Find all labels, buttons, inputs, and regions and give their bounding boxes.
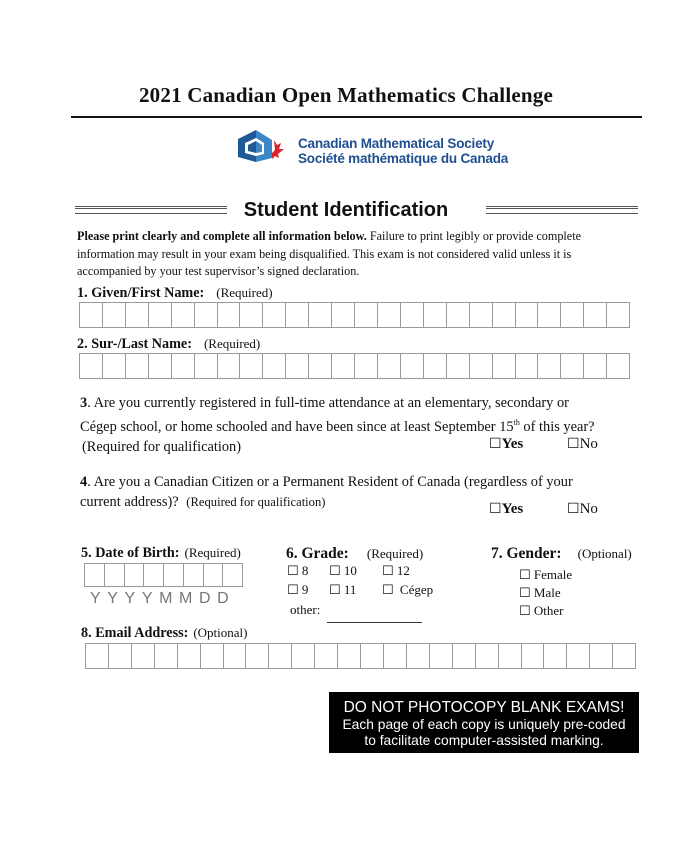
character-box[interactable]	[430, 644, 453, 668]
grade-option-11[interactable]: ☐ 11	[329, 582, 357, 598]
character-box[interactable]	[378, 303, 401, 327]
last-name-field[interactable]	[79, 353, 630, 379]
character-box[interactable]	[453, 644, 476, 668]
dob-label: 5. Date of Birth: (Required)	[81, 545, 241, 561]
email-field[interactable]	[85, 643, 636, 669]
grade-12-checkbox[interactable]: ☐	[382, 564, 394, 579]
character-box[interactable]	[164, 564, 184, 586]
character-box[interactable]	[309, 354, 332, 378]
character-box[interactable]	[103, 354, 126, 378]
character-box[interactable]	[195, 354, 218, 378]
character-box[interactable]	[144, 564, 164, 586]
gender-male-checkbox[interactable]: ☐	[519, 586, 531, 601]
grade-other-label: other:	[290, 602, 321, 617]
character-box[interactable]	[493, 303, 516, 327]
character-box[interactable]	[470, 354, 493, 378]
character-box[interactable]	[407, 644, 430, 668]
grade-10-checkbox[interactable]: ☐	[329, 564, 341, 579]
character-box[interactable]	[103, 303, 126, 327]
character-box[interactable]	[246, 644, 269, 668]
character-box[interactable]	[447, 303, 470, 327]
section-heading: Student Identification	[243, 199, 449, 221]
character-box[interactable]	[538, 303, 561, 327]
character-box[interactable]	[538, 354, 561, 378]
character-box[interactable]	[584, 303, 607, 327]
grade-option-10[interactable]: ☐ 10	[329, 563, 357, 579]
character-box[interactable]	[424, 303, 447, 327]
gender-option-male[interactable]: ☐ Male	[519, 585, 561, 601]
character-box[interactable]	[384, 644, 407, 668]
cms-logo-icon	[234, 126, 286, 170]
character-box[interactable]	[401, 303, 424, 327]
first-name-required: (Required)	[216, 285, 273, 300]
dob-format-hint: YYYYMMDD	[90, 590, 236, 607]
character-box[interactable]	[567, 644, 590, 668]
character-box[interactable]	[493, 354, 516, 378]
character-box[interactable]	[424, 354, 447, 378]
character-box[interactable]	[132, 644, 155, 668]
grade-label: 6. Grade: (Required)	[286, 545, 424, 562]
character-box[interactable]	[516, 303, 539, 327]
grade-11-checkbox[interactable]: ☐	[329, 583, 341, 598]
email-label: 8. Email Address: (Optional)	[81, 625, 248, 641]
character-box[interactable]	[607, 354, 629, 378]
grade-option-9[interactable]: ☐ 9	[287, 582, 309, 598]
gender-option-other[interactable]: ☐ Other	[519, 603, 564, 619]
character-box[interactable]	[292, 644, 315, 668]
character-box[interactable]	[561, 303, 584, 327]
first-name-field[interactable]	[79, 302, 630, 328]
gender-other-checkbox[interactable]: ☐	[519, 604, 531, 619]
character-box[interactable]	[109, 644, 132, 668]
character-box[interactable]	[86, 644, 109, 668]
character-box[interactable]	[125, 564, 145, 586]
grade-required: (Required)	[366, 546, 424, 561]
grade-option-cegep[interactable]: ☐ Cégep	[382, 582, 434, 598]
character-box[interactable]	[80, 303, 103, 327]
q4-yes-option[interactable]: ☐Yes	[489, 501, 524, 517]
first-name-label: 1. Given/First Name: (Required)	[77, 285, 273, 301]
character-box[interactable]	[561, 354, 584, 378]
character-box[interactable]	[126, 303, 149, 327]
character-box[interactable]	[516, 354, 539, 378]
character-box[interactable]	[613, 644, 635, 668]
q3-yes-option[interactable]: ☐Yes	[489, 436, 524, 452]
instructions-text: Failure to print legibly or provide complete information may result in your exam being disqualified. This exam is not considered valid unless it is accompanied by your test supervisor’s signed declaration.	[77, 229, 582, 278]
q3-yes-checkbox[interactable]: ☐	[489, 436, 502, 452]
character-box[interactable]	[149, 303, 172, 327]
email-optional: (Optional)	[193, 625, 248, 640]
character-box[interactable]	[361, 644, 384, 668]
dob-field[interactable]	[84, 563, 243, 587]
character-box[interactable]	[85, 564, 105, 586]
character-box[interactable]	[155, 644, 178, 668]
character-box[interactable]	[223, 564, 242, 586]
character-box[interactable]	[178, 644, 201, 668]
character-box[interactable]	[172, 354, 195, 378]
character-box[interactable]	[309, 303, 332, 327]
grade-other-field[interactable]	[327, 622, 422, 623]
question-4-note: (Required for qualification)	[186, 495, 326, 509]
last-name-required: (Required)	[203, 336, 261, 351]
cms-logo-text	[298, 137, 508, 166]
notice-line-2: Each page of each copy is uniquely pre-coded	[342, 717, 626, 732]
character-box[interactable]	[286, 303, 309, 327]
instructions-bold: Please print clearly and complete all information below.	[77, 229, 367, 243]
character-box[interactable]	[401, 354, 424, 378]
character-box[interactable]	[240, 354, 263, 378]
logo-line-english: Canadian Mathematical Society	[298, 136, 495, 151]
character-box[interactable]	[607, 303, 629, 327]
character-box[interactable]	[263, 303, 286, 327]
character-box[interactable]	[470, 303, 493, 327]
q4-no-checkbox[interactable]: ☐	[567, 501, 580, 517]
character-box[interactable]	[269, 644, 292, 668]
character-box[interactable]	[590, 644, 613, 668]
character-box[interactable]	[201, 644, 224, 668]
q4-no-option[interactable]: ☐No	[567, 501, 598, 517]
q4-yes-checkbox[interactable]: ☐	[489, 501, 502, 517]
character-box[interactable]	[584, 354, 607, 378]
grade-option-12[interactable]: ☐ 12	[382, 563, 410, 579]
character-box[interactable]	[105, 564, 125, 586]
character-box[interactable]	[332, 354, 355, 378]
character-box[interactable]	[476, 644, 499, 668]
grade-cegep-checkbox[interactable]: ☐	[382, 583, 394, 598]
photocopy-notice	[329, 692, 639, 753]
q3-no-option[interactable]: ☐No	[567, 436, 598, 452]
dob-required: (Required)	[184, 545, 241, 560]
question-3-note: (Required for qualification)	[82, 438, 242, 455]
character-box[interactable]	[224, 644, 247, 668]
character-box[interactable]	[195, 303, 218, 327]
character-box[interactable]	[263, 354, 286, 378]
question-4: 4. Are you a Canadian Citizen or a Permanent Resident of Canada (regardless of your current address)? (Required for qualification)	[80, 474, 573, 510]
character-box[interactable]	[355, 303, 378, 327]
character-box[interactable]	[286, 354, 309, 378]
character-box[interactable]	[126, 354, 149, 378]
question-3: 3. Are you currently registered in full-time attendance at an elementary, secondary or Cégep school, or home schooled and have been since at least September 15th of this year? (Required for qualification)	[80, 393, 640, 457]
notice-headline: DO NOT PHOTOCOPY BLANK EXAMS!	[343, 699, 625, 716]
character-box[interactable]	[149, 354, 172, 378]
page-title: 2021 Canadian Open Mathematics Challenge	[138, 83, 553, 107]
grade-8-checkbox[interactable]: ☐	[287, 564, 299, 579]
character-box[interactable]	[218, 354, 241, 378]
logo-line-french: Société mathématique du Canada	[298, 150, 509, 166]
character-box[interactable]	[522, 644, 545, 668]
character-box[interactable]	[332, 303, 355, 327]
last-name-label: 2. Sur-/Last Name: (Required)	[77, 336, 261, 352]
gender-label: 7. Gender: (Optional)	[491, 545, 632, 562]
heading-rule-right	[486, 206, 638, 214]
character-box[interactable]	[184, 564, 204, 586]
character-box[interactable]	[499, 644, 522, 668]
instructions	[77, 228, 622, 281]
title-divider	[71, 116, 642, 118]
q3-no-checkbox[interactable]: ☐	[567, 436, 580, 452]
character-box[interactable]	[80, 354, 103, 378]
character-box[interactable]	[378, 354, 401, 378]
character-box[interactable]	[447, 354, 470, 378]
character-box[interactable]	[315, 644, 338, 668]
grade-9-checkbox[interactable]: ☐	[287, 583, 299, 598]
character-box[interactable]	[218, 303, 241, 327]
grade-option-8[interactable]: ☐ 8	[287, 563, 309, 579]
character-box[interactable]	[240, 303, 263, 327]
notice-line-3: to facilitate computer-assisted marking.	[364, 733, 604, 748]
character-box[interactable]	[338, 644, 361, 668]
character-box[interactable]	[204, 564, 224, 586]
character-box[interactable]	[172, 303, 195, 327]
gender-female-checkbox[interactable]: ☐	[519, 568, 531, 583]
character-box[interactable]	[544, 644, 567, 668]
character-box[interactable]	[355, 354, 378, 378]
gender-optional: (Optional)	[577, 546, 632, 561]
gender-option-female[interactable]: ☐ Female	[519, 567, 573, 583]
